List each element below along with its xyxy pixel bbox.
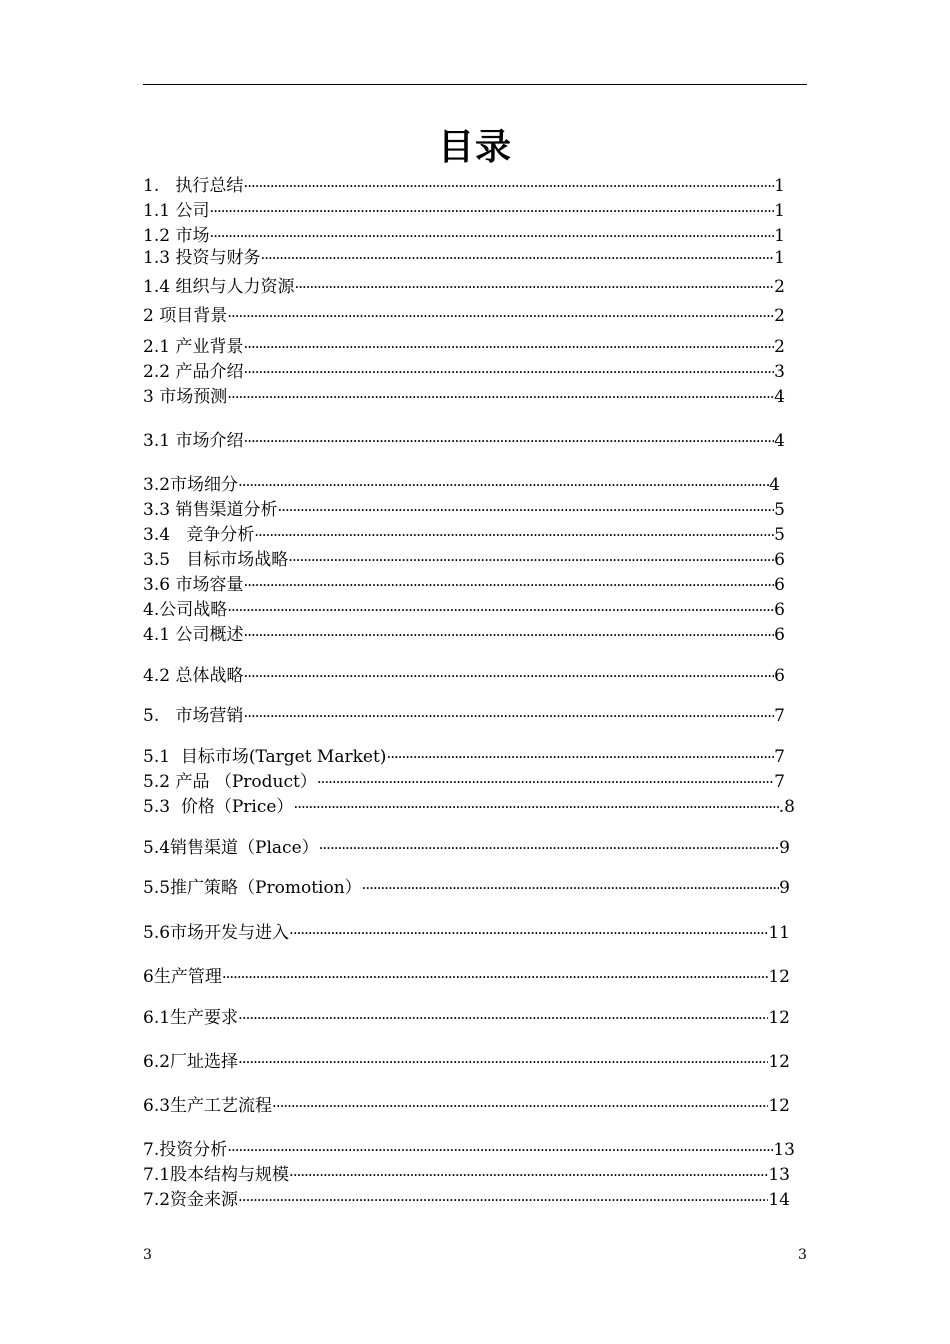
toc-entry-label: 1.2 市场: [143, 226, 210, 246]
toc-entry[interactable]: [143, 1006, 790, 1030]
toc-entry[interactable]: [143, 1138, 795, 1162]
toc-entry[interactable]: [143, 598, 785, 622]
toc-entry[interactable]: [143, 473, 780, 497]
toc-entry-label: 5.3 价格（Price）: [143, 797, 294, 817]
toc-dot-leader: [243, 360, 774, 384]
toc-entry-page: 7: [774, 747, 785, 767]
toc-entry[interactable]: [143, 523, 785, 547]
toc-entry-label: 6生产管理: [143, 967, 222, 987]
toc-entry-label: 5.1 目标市场(Target Market): [143, 747, 387, 767]
toc-entry-label: 2.2 产品介绍: [143, 362, 244, 382]
toc-entry[interactable]: [143, 385, 785, 409]
toc-dot-leader: [227, 385, 774, 409]
toc-entry[interactable]: [143, 664, 785, 688]
toc-entry[interactable]: [143, 770, 785, 794]
toc-entry-page: 12: [768, 1096, 790, 1116]
toc-entry-label: 1.1 公司: [143, 201, 210, 221]
toc-entry[interactable]: [143, 224, 785, 248]
toc-entry-label: 5.6市场开发与进入: [143, 923, 290, 943]
toc-entry-label: 3.5 目标市场战略: [143, 550, 289, 570]
toc-entry-label: 5. 市场营销: [143, 706, 244, 726]
toc-entry[interactable]: [143, 335, 785, 359]
toc-entry-page: 5: [774, 500, 785, 520]
footer-page-number-right: 3: [798, 1247, 807, 1263]
toc-dot-leader: [293, 795, 778, 819]
toc-entry[interactable]: [143, 1094, 790, 1118]
toc-entry-page: 1: [774, 201, 785, 221]
toc-dot-leader: [238, 1050, 768, 1074]
toc-entry-page: 9: [779, 878, 790, 898]
toc-dot-leader: [243, 623, 774, 647]
toc-entry[interactable]: [143, 745, 785, 769]
toc-entry-page: 13: [773, 1140, 795, 1160]
toc-dot-leader: [317, 770, 774, 794]
toc-entry[interactable]: [143, 876, 790, 900]
toc-entry-page: 2: [774, 277, 785, 297]
toc-dot-leader: [222, 965, 769, 989]
toc-dot-leader: [254, 523, 774, 547]
toc-entry-page: 7: [774, 772, 785, 792]
toc-entry[interactable]: [143, 360, 785, 384]
toc-entry-page: 1: [774, 248, 785, 268]
toc-entry-label: 4.2 总体战略: [143, 666, 244, 686]
page-title: 目录: [437, 127, 512, 168]
toc-entry-label: 1. 执行总结: [143, 176, 244, 196]
toc-entry[interactable]: [143, 573, 785, 597]
toc-dot-leader: [288, 548, 774, 572]
toc-dot-leader: [227, 1138, 773, 1162]
toc-entry[interactable]: [143, 548, 785, 572]
toc-dot-leader: [362, 876, 780, 900]
toc-entry-label: 6.1生产要求: [143, 1008, 239, 1028]
toc-entry-label: 3.3 销售渠道分析: [143, 500, 278, 520]
toc-dot-leader: [243, 174, 774, 198]
toc-entry-page: 12: [768, 1008, 790, 1028]
toc-dot-leader: [243, 573, 774, 597]
toc-entry[interactable]: [143, 836, 790, 860]
toc-entry-page: 6: [774, 666, 785, 686]
toc-entry-page: 14: [768, 1190, 790, 1210]
toc-dot-leader: [209, 199, 774, 223]
toc-entry-page: 4: [774, 387, 785, 407]
toc-dot-leader: [243, 335, 774, 359]
toc-dot-leader: [238, 1188, 768, 1212]
toc-dot-leader: [243, 429, 774, 453]
toc-entry-page: 1: [774, 176, 785, 196]
toc-entry-page: 11: [768, 923, 790, 943]
toc-entry-page: 6: [774, 625, 785, 645]
toc-entry-page: 9: [779, 838, 790, 858]
toc-entry-page: 12: [768, 1052, 790, 1072]
toc-dot-leader: [227, 598, 774, 622]
footer-page-number-left: 3: [143, 1247, 152, 1263]
toc-dot-leader: [243, 704, 774, 728]
toc-dot-leader: [272, 1094, 768, 1118]
toc-entry[interactable]: [143, 174, 785, 198]
toc-entry-label: 1.4 组织与人力资源: [143, 277, 295, 297]
toc-entry-label: 1.3 投资与财务: [143, 248, 261, 268]
toc-entry[interactable]: [143, 1050, 790, 1074]
toc-entry-label: 7.2资金来源: [143, 1190, 239, 1210]
toc-dot-leader: [294, 275, 774, 299]
toc-entry[interactable]: [143, 246, 785, 270]
toc-dot-leader: [319, 836, 780, 860]
toc-dot-leader: [289, 1163, 768, 1187]
toc-entry-label: 3.6 市场容量: [143, 575, 244, 595]
toc-dot-leader: [243, 664, 774, 688]
toc-dot-leader: [386, 745, 774, 769]
toc-entry[interactable]: [143, 623, 785, 647]
toc-dot-leader: [227, 304, 774, 328]
toc-entry[interactable]: [143, 1163, 790, 1187]
toc-entry-label: 5.4销售渠道（Place）: [143, 838, 319, 858]
toc-entry-page: 6: [774, 550, 785, 570]
toc-entry[interactable]: [143, 199, 785, 223]
toc-entry-label: 4.1 公司概述: [143, 625, 244, 645]
toc-entry[interactable]: [143, 1188, 790, 1212]
toc-entry-label: 5.2 产品 （Product）: [143, 772, 317, 792]
toc-entry-label: 7.1股本结构与规模: [143, 1165, 290, 1185]
toc-entry-page: 2: [774, 306, 785, 326]
toc-entry[interactable]: [143, 795, 795, 819]
toc-entry-label: 5.5推广策略（Promotion）: [143, 878, 362, 898]
toc-dot-leader: [277, 498, 774, 522]
toc-dot-leader: [260, 246, 774, 270]
toc-entry[interactable]: [143, 965, 790, 989]
toc-entry-label: 7.投资分析: [143, 1140, 228, 1160]
toc-entry-page: 6: [774, 600, 785, 620]
toc-entry[interactable]: [143, 275, 785, 299]
toc-entry-label: 2.1 产业背景: [143, 337, 244, 357]
toc-entry-page: 12: [768, 967, 790, 987]
toc-entry-label: 3 市场预测: [143, 387, 228, 407]
toc-entry-label: 6.3生产工艺流程: [143, 1096, 273, 1116]
toc-entry-label: 6.2厂址选择: [143, 1052, 239, 1072]
toc-entry-label: 4.公司战略: [143, 600, 228, 620]
toc-entry-page: 6: [774, 575, 785, 595]
toc-entry-label: 3.2市场细分: [143, 475, 239, 495]
toc-entry-page: 7: [774, 706, 785, 726]
toc-entry-page: 4: [774, 431, 785, 451]
toc-entry[interactable]: [143, 429, 785, 453]
toc-entry-page: 2: [774, 337, 785, 357]
toc-entry-label: 3.1 市场介绍: [143, 431, 244, 451]
toc-entry-page: 13: [768, 1165, 790, 1185]
toc-entry-page: 3: [774, 362, 785, 382]
toc-entry[interactable]: [143, 704, 785, 728]
toc-entry-label: 2 项目背景: [143, 306, 228, 326]
toc-entry-page: .8: [778, 797, 795, 817]
toc-entry-page: 4: [769, 475, 780, 495]
toc-entry-page: 1: [774, 226, 785, 246]
toc-entry[interactable]: [143, 304, 785, 328]
toc-dot-leader: [209, 224, 774, 248]
toc-entry-page: 5: [774, 525, 785, 545]
toc-entry[interactable]: [143, 498, 785, 522]
toc-entry-label: 3.4 竞争分析: [143, 525, 255, 545]
toc-dot-leader: [238, 1006, 768, 1030]
toc-dot-leader: [238, 473, 769, 497]
toc-entry[interactable]: [143, 921, 790, 945]
toc-dot-leader: [289, 921, 768, 945]
